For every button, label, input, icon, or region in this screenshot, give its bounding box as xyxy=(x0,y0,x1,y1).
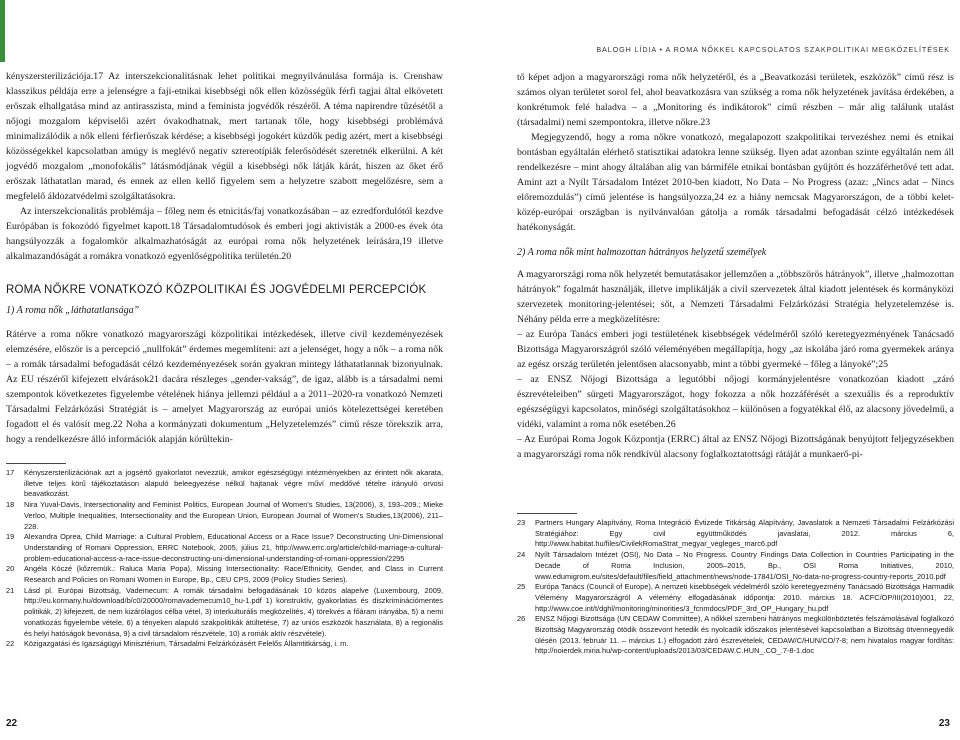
footnote xyxy=(6,500,443,532)
footnote xyxy=(6,639,443,650)
footnote-text: Alexandra Oprea, Child Marriage: a Cultural Problem, Educational Access or a Race Issue? Deconstructing Uni-Dimensional Understanding of Romani Oppression, ERRC Notebook, 2005, július 21, http://www.errc.org/article/child-marriage-a-cultural-problem-educational-access-a-race-issue-deconstructing-uni-dimensional-understanding-of-romani-oppression/2295 xyxy=(24,532,443,563)
footnote-text: Nyílt Társadalom Intézet (OSI), No Data – No Progress. Country Findings Data Collection in Countries Participating in the Decade of Roma Inclusion, 2005–2015, Bp., OSI Roma Initiatives, 2010, www.edumigrom.eu/sites/default/files/field_attachment/news/node-17841/OSI_No-data-no-progress-country-reports_2010.pdf xyxy=(535,550,954,581)
footnote-text: ENSZ Nőjogi Bizottsága (UN CEDAW Committee), A nőkkel szembeni hátrányos megkülönböztetés felszámolásával foglalkozó Bizottság Magyarország ötödik összevont hetedik és nyolcadik időszakos jelentésével kapcsolatban a Bizottság ötvennegyedik ülésén (2013. február 11. – március 1.) elfogadott záró észrevételek, CEDAW/C/HUN/CO/7-8; nem hivatalos magyar fordítás: http://noierdek.miria.hu/wp-content/uploads/2013/03/CEDAW.C.HUN_.CO_.7-8-1.doc xyxy=(535,614,954,656)
bullet-item: – Az Európai Roma Jogok Központja (ERRC) által az ENSZ Nőjogi Bizottságának benyújtott feljegyzésekben a magyarországi roma nők rendkívül alacsony foglalkoztatottsági rátáját a munkaerő-pi- xyxy=(517,434,954,460)
footnote xyxy=(6,586,443,640)
footnotes-right xyxy=(517,518,954,657)
footnote-number: 25 xyxy=(517,582,526,592)
footnote xyxy=(6,468,443,500)
paragraph: kényszersterilizációja.17 Az interszekcionalitásnak lehet politikai megnyilvánulása formája is. Crenshaw klasszikus példája erre a jelenségre a faji-etnikai kisebbségi nők ellen közösségük férfi tagjai által elkövetett erőszak elhallgatása mind az antirasszista, mind a feminista jogvédők részéről. A téma napirendre tűzésétől a nőjogi mozgalom képviselői azért óvakodhatnak, mert tartanak tőle, hogy kisebbségi problémává minimalizálódik a nők elleni férfierőszak kérdése; a kisebbségi jogokért küzdők pedig azért, mert a kisebbségi közösségekkel kapcsolatban amúgy is meglévő negatív sztereotípiák felerősödését szeretnék elkerülni. A két jogvédő mozgalom „monofokális” látásmódjának végül a kisebbségi nők látják kárát, hiszen az őket érő erőszak láthatatlan marad, és ennek az ellen kellő figyelem sem a helyzetre szabott megelőzésre, sem a megfelelő áldozatvédelmi szolgáltatásokra. xyxy=(6,71,443,202)
footnote-number: 21 xyxy=(6,585,15,595)
bullet-item: – az ENSZ Nőjogi Bizottsága a legutóbbi nőjogi kormányjelentésre vonatkozóan kiadott „záró észrevételeiben” sürgeti Magyarországot, hogy fokozza a nők hozzáférését a szexuális és a reproduktív egészségügyi kapcsolatos, minőségi szolgáltatásokhoz – különösen a fogyatékkal élő, az alacsony jövedelmű, a vidéki, valamint a roma nők esetében.26 xyxy=(517,374,954,430)
footnote xyxy=(6,532,443,564)
footnote-number: 20 xyxy=(6,564,15,574)
footnote-number: 23 xyxy=(517,518,526,527)
section-title: ROMA NŐKRE VONATKOZÓ KÖZPOLITIKAI ÉS JOGVÉDELMI PERCEPCIÓK xyxy=(6,284,427,296)
footnote-number: 24 xyxy=(517,550,526,560)
footnote xyxy=(517,582,954,614)
paragraph: A magyarországi roma nők helyzetét bemutatásakor jellemzően a „többszörös hátrányok”, illetve „halmozottan hátrányok” fogalmát használják, illetve implikálják a civil szervezetek által kiadott jelentések és kormányközi szervezetek monitoring-jelentései; sőt, a Nemzeti Társadalmi Felzárkózási Stratégia helyzetelemzése is. Néhány példa erre a megközelítésre: xyxy=(517,269,954,325)
footnote-rule xyxy=(6,463,66,464)
right-column xyxy=(517,70,954,462)
page-number-left: 22 xyxy=(6,718,18,729)
footnote-number: 19 xyxy=(6,532,15,542)
footnote xyxy=(517,518,954,550)
footnote-number: 17 xyxy=(6,468,15,477)
footnote-rule xyxy=(517,513,577,514)
green-accent-bar xyxy=(0,0,5,62)
running-head: BALOGH LÍDIA • A ROMA NŐKKEL KAPCSOLATOS SZAKPOLITIKAI MEGKÖZELÍTÉSEK xyxy=(596,45,950,54)
paragraph: tő képet adjon a magyarországi roma nők helyzetéről, és a „Beavatkozási területek, eszközök” című rész is számos olyan területet sorol fel, ahol beavatkozásra van szükség a roma nők helyzetének javítása érdekében, a konkrétumok felé haladva – a „Monitoring és indikátorok” című részben – már alig találunk utalást (társadalmi) nemi szempontokra, illetve nőkre.23 xyxy=(517,72,954,128)
footnote-text: Nira Yuval-Davis, Intersectionality and Feminist Politics, European Journal of Women's Studies, 13(2006), 3, 193–209.; Mieke Verloo, Multiple Inequalities, Intersectionality and the European Union, European Journal of Women's Studies,13(2006), 211–228. xyxy=(24,500,443,531)
left-column xyxy=(6,69,443,447)
paragraph: Megjegyzendő, hogy a roma nőkre vonatkozó, megalapozott szakpolitikai tervezéshez nemi és etnikai bontásban egyáltalán elérhető statisztikai adatokra lenne szükség. Ilyen adat azonban szinte egyáltalán nem áll rendelkezésre – mint ahogy általában alig van bármiféle etnikai bontásban gyűjtött és hozzáférhetővé tett adat. Amint azt a Nyílt Társadalom Intézet 2010-ben kiadott, No Data – No Progress (azaz: „Nincs adat – Nincs előremozdulás”) című jelentése is hangsúlyozza,24 ez a hiány nemcsak Magyarországon, de a többi kelet-közép-európai országban is nyilvánvalóan gátolja a romák társadalmi befogadását célzó intézkedések hatékonyságát. xyxy=(517,132,954,233)
footnote-text: Angéla Kóczé (kőzremük.: Raluca Maria Popa), Missing Intersectionality: Race/Ethnicity, Gender, and Class in Current Research and Policies on Romani Women in Europe, Bp., CEU CPS, 2009 (Policy Studies Series). xyxy=(24,564,443,585)
footnote xyxy=(517,550,954,582)
bullet-item: – az Európa Tanács emberi jogi testületének kisebbségek védelméről szóló keretegyezményének Tanácsadó Bizottsága Magyarországról szóló véleményében megállapítja, hogy „az iskolába járó roma gyermekek aránya az egész ország területén jelentősen alacsonyabb, mint a többi gyermeké – főleg a lányoké”;25 xyxy=(517,329,954,370)
footnote-text: Európa Tanács (Council of Europe), A nemzeti kisebbségek védelméről szóló keretegyezmény Tanácsadó Bizottsága Harmadik Vélemény Magyarországról A vélemény elfogadásának időpontja: 2010. március 18. ACFC/OP/III(2010)001, 22, http://www.coe.int/t/dghl/monitoring/minorities/3_fcnmdocs/PDF_3rd_OP_Hungary_hu.pdf xyxy=(535,582,954,613)
footnotes-left xyxy=(6,468,443,650)
footnote-number: 26 xyxy=(517,614,526,624)
subsection-title: 1) A roma nők „láthatatlansága” xyxy=(6,305,140,316)
paragraph: Rátérve a roma nőkre vonatkozó magyarországi közpolitikai intézkedések, illetve civil kezdeményezések elemzésére, először is a percepció „nullfokát” érdemes megemlíteni: azt a jelenséget, hogy a nők – a roma nők – a romák társadalmi befogadását célzó kezdeményezések során gyakran mintegy láthatatlannak bizonyulnak. Az EU részéről kifejezett elvárások21 dacára részleges „gender-vakság”, de igaz, alább is a társadalmi nemi szempontok következetes figyelembe vételének hiánya jellemzi például a a 2011–2020-ra vonatkozó Nemzeti Társadalmi Felzárkózási Stratégiát is – amelyet Magyarország az európai uniós kötelezettségei keretében fogadott el és valósít meg.22 Noha a kormányzati dokumentum „Helyzetelemzés” című része törekszik arra, hogy a rendelkezésre álló információk alapján körültekin- xyxy=(6,329,443,445)
footnote-text: Partners Hungary Alapítvány, Roma Integráció Évtizede Titkárság Alapítvány, Javaslatok a Nemzeti Társadalmi Felzárkózási Stratégiához: Egy civil együttműködés javaslatai, 2012. március 6, http://www.habitat.hu/files/CivilekRomaStrat_megyar_vegleges_marc6.pdf xyxy=(535,518,954,549)
footnote-text: Kényszersterilizációnak azt a jogsértő gyakorlatot nevezzük, amikor egészségügyi intézményekben az érintett nők akarata, illetve teljes körű tájékoztatáson alapuló beleegyezése nélkül hajtanak végre műví meddővé tételre irányuló orvosi beavatkozást. xyxy=(24,468,443,499)
paragraph: Az interszekcionalitás problémája – főleg nem és etnicitás/faj vonatkozásában – az ezredfordulótól kezdve Európában is fokozódó figyelmet kapott.18 Társadalomtudósok és emberi jogi aktivisták a 2000-es évek óta hangsúlyozzák a fogalomkör alkalmazhatóságát az európai roma nők helyzetének leírására,19 illetve alkalmazandóságát a romákra vonatkozó egyenlőségpolitika területén.20 xyxy=(6,206,443,262)
footnote-number: 22 xyxy=(6,639,15,649)
footnote-text: Lásd pl. Európai Bizottság, Vademecum: A romák társadalmi befogadásának 10 közös alapelve (Luxembourg, 2009, http://eu.kormany.hu/download/b/c0/20000/romavademecum10_hu-1.pdf 1) konstruktív, gyakorlatias és diszkriminációmentes politikák, 2) kifejezett, de nem kizárólagos célba vétel, 3) interkulturális megközelítés, 4) törekvés a főáram irányába, 5) a nemi vonatkozás figyelembe vétele, 6) a tényeken alapuló szakpolitikák átültetése, 7) az uniós eszközök használata, 8) a regionális és helyi hatóságok bevonása, 9) a civil társadalom részvétele, 10) a romák aktív részvétele). xyxy=(24,585,443,638)
page-number-right: 23 xyxy=(938,718,950,729)
subsection-title: 2) A roma nők mint halmozottan hátrányos helyzetű személyek xyxy=(517,247,767,258)
footnote-number: 18 xyxy=(6,500,15,510)
footnote xyxy=(517,614,954,657)
bullet-list xyxy=(517,327,954,462)
footnote-text: Közigazgatási és Igazságügyi Minisztérium, Társadalmi Felzárkózásért Felelős Államtitkárság, i. m. xyxy=(24,639,349,649)
footnote xyxy=(6,564,443,585)
